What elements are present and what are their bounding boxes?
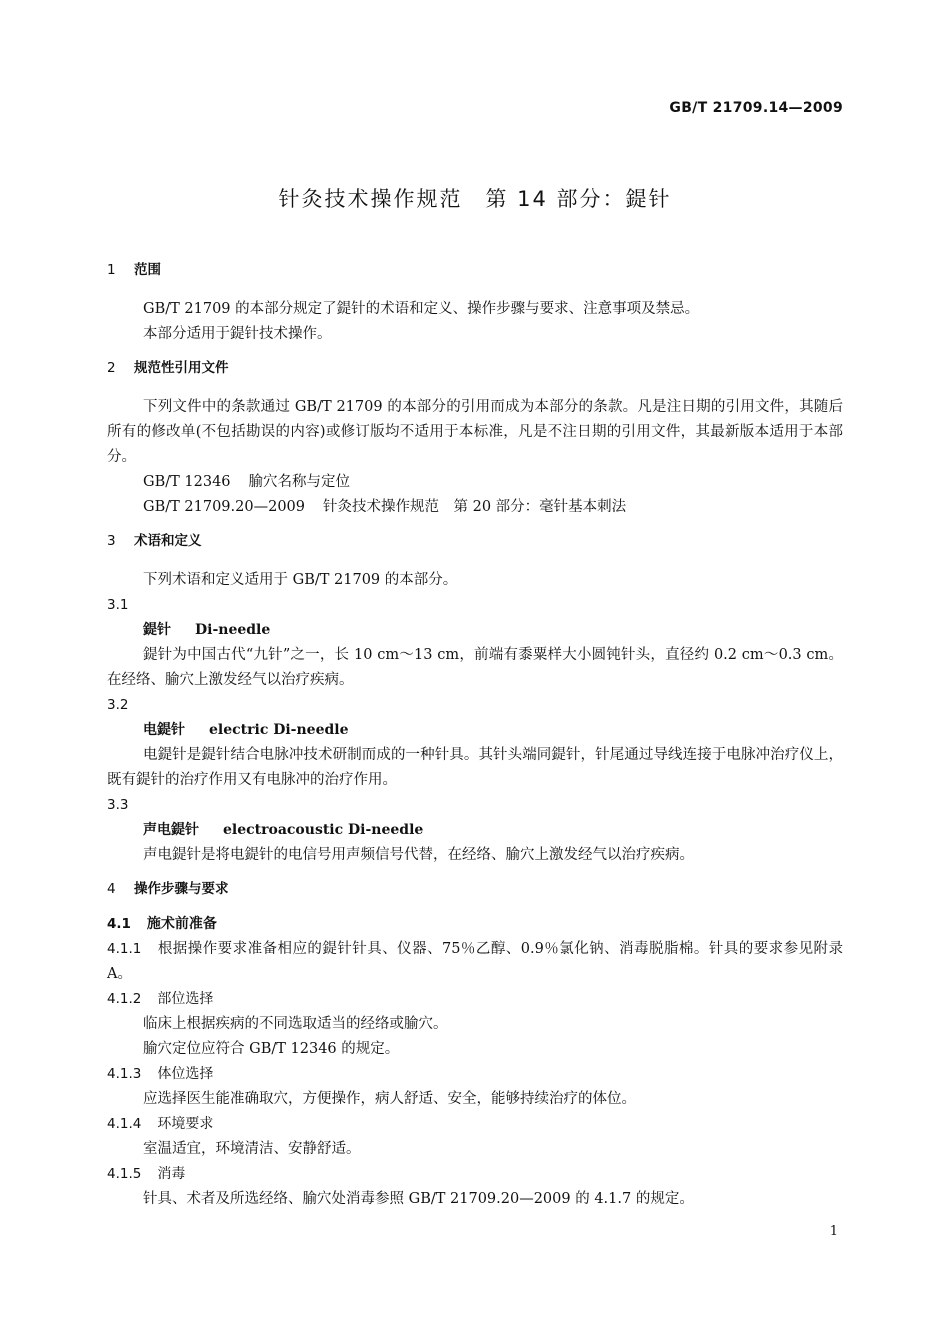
clause-text: 针具、术者及所选经络、腧穴处消毒参照 GB/T 21709.20—2009 的 4.1.7 的规定。 — [143, 1191, 694, 1207]
term-name-zh: 电鍉针 — [143, 722, 185, 738]
term-name — [107, 618, 843, 643]
standard-code: GB/T 21709.14—2009 — [669, 100, 843, 116]
clause-heading — [107, 1062, 843, 1087]
clause-heading — [107, 1112, 843, 1137]
clause-title: 环境要求 — [157, 1116, 214, 1132]
clause-number: 4.1.4 — [107, 1116, 142, 1132]
clause-number: 4.1.3 — [107, 1066, 142, 1082]
term-name-zh: 声电鍉针 — [143, 822, 199, 838]
page-number: 1 — [829, 1224, 838, 1239]
clause-text: 腧穴定位应符合 GB/T 12346 的规定。 — [143, 1041, 400, 1057]
clause-title: 消毒 — [157, 1166, 186, 1182]
section-number: 1 — [107, 262, 116, 278]
section-number: 2 — [107, 360, 116, 376]
section-number: 4 — [107, 881, 116, 897]
section-heading-scope — [107, 258, 843, 283]
section-title: 术语和定义 — [134, 533, 202, 549]
reference-entry — [107, 470, 843, 495]
clause-number: 4.1.5 — [107, 1166, 142, 1182]
section-heading-procedure — [107, 877, 843, 902]
clause-title: 体位选择 — [157, 1066, 214, 1082]
clause-number: 4.1.2 — [107, 991, 142, 1007]
clause-text: 临床上根据疾病的不同选取适当的经络或腧穴。 — [143, 1016, 448, 1032]
section-title: 操作步骤与要求 — [134, 881, 229, 897]
section-number: 3 — [107, 533, 116, 549]
term-name-zh: 鍉针 — [143, 622, 171, 638]
term-name-en: Di-needle — [195, 622, 271, 638]
reference-code: GB/T 12346 — [143, 474, 231, 490]
term-definition: 声电鍉针是将电鍉针的电信号用声频信号代替，在经络、腧穴上激发经气以治疗疾病。 — [143, 847, 694, 863]
paragraph: 本部分适用于鍉针技术操作。 — [143, 326, 332, 342]
term-definition: 电鍉针是鍉针结合电脉冲技术研制而成的一种针具。其针头端同鍉针，针尾通过导线连接于电脉冲治疗仪上，既有鍉针的治疗作用又有电脉冲的治疗作用。 — [107, 747, 843, 788]
clause-text: 应选择医生能准确取穴，方便操作，病人舒适、安全，能够持续治疗的体位。 — [143, 1091, 636, 1107]
subsection-number: 4.1 — [107, 916, 131, 932]
clause — [107, 937, 843, 987]
subsection-title: 施术前准备 — [146, 916, 217, 932]
clause-heading — [107, 1162, 843, 1187]
reference-title: 针灸技术操作规范 第 20 部分：毫针基本刺法 — [323, 499, 627, 515]
term-number: 3.1 — [107, 597, 129, 613]
section-heading-terms — [107, 529, 843, 554]
subsection-heading — [107, 912, 843, 937]
clause-heading — [107, 987, 843, 1012]
term-name — [107, 718, 843, 743]
reference-title: 腧穴名称与定位 — [248, 474, 351, 490]
term-name-en: electroacoustic Di-needle — [223, 822, 424, 838]
document-title: 针灸技术操作规范 第 14 部分：鍉针 — [278, 187, 672, 211]
clause-number: 4.1.1 — [107, 941, 142, 957]
term-definition: 鍉针为中国古代“九针”之一，长 10 cm～13 cm，前端有黍粟样大小圆钝针头，直径约 0.2 cm～0.3 cm。在经络、腧穴上激发经气以治疗疾病。 — [107, 647, 843, 688]
term-number: 3.3 — [107, 797, 129, 813]
term-name — [107, 818, 843, 843]
document-body — [107, 258, 843, 1212]
section-heading-normative-references — [107, 356, 843, 381]
paragraph: GB/T 21709 的本部分规定了鍉针的术语和定义、操作步骤与要求、注意事项及禁忌。 — [143, 301, 700, 317]
clause-text: 室温适宜，环境清洁、安静舒适。 — [143, 1141, 361, 1157]
clause-text: 根据操作要求准备相应的鍉针针具、仪器、75％乙醇、0.9％氯化钠、消毒脱脂棉。针具的要求参见附录 A。 — [107, 941, 843, 982]
term-number: 3.2 — [107, 697, 129, 713]
paragraph: 下列术语和定义适用于 GB/T 21709 的本部分。 — [143, 572, 458, 588]
reference-entry — [107, 495, 843, 520]
section-title: 范围 — [134, 262, 161, 278]
section-title: 规范性引用文件 — [134, 360, 229, 376]
reference-code: GB/T 21709.20—2009 — [143, 499, 305, 515]
term-name-en: electric Di-needle — [209, 722, 349, 738]
paragraph: 下列文件中的条款通过 GB/T 21709 的本部分的引用而成为本部分的条款。凡是注日期的引用文件，其随后所有的修改单(不包括勘误的内容)或修订版均不适用于本标准，凡是不注日期的引用文件，其最新版本适用于本部分。 — [107, 399, 843, 465]
clause-title: 部位选择 — [157, 991, 214, 1007]
